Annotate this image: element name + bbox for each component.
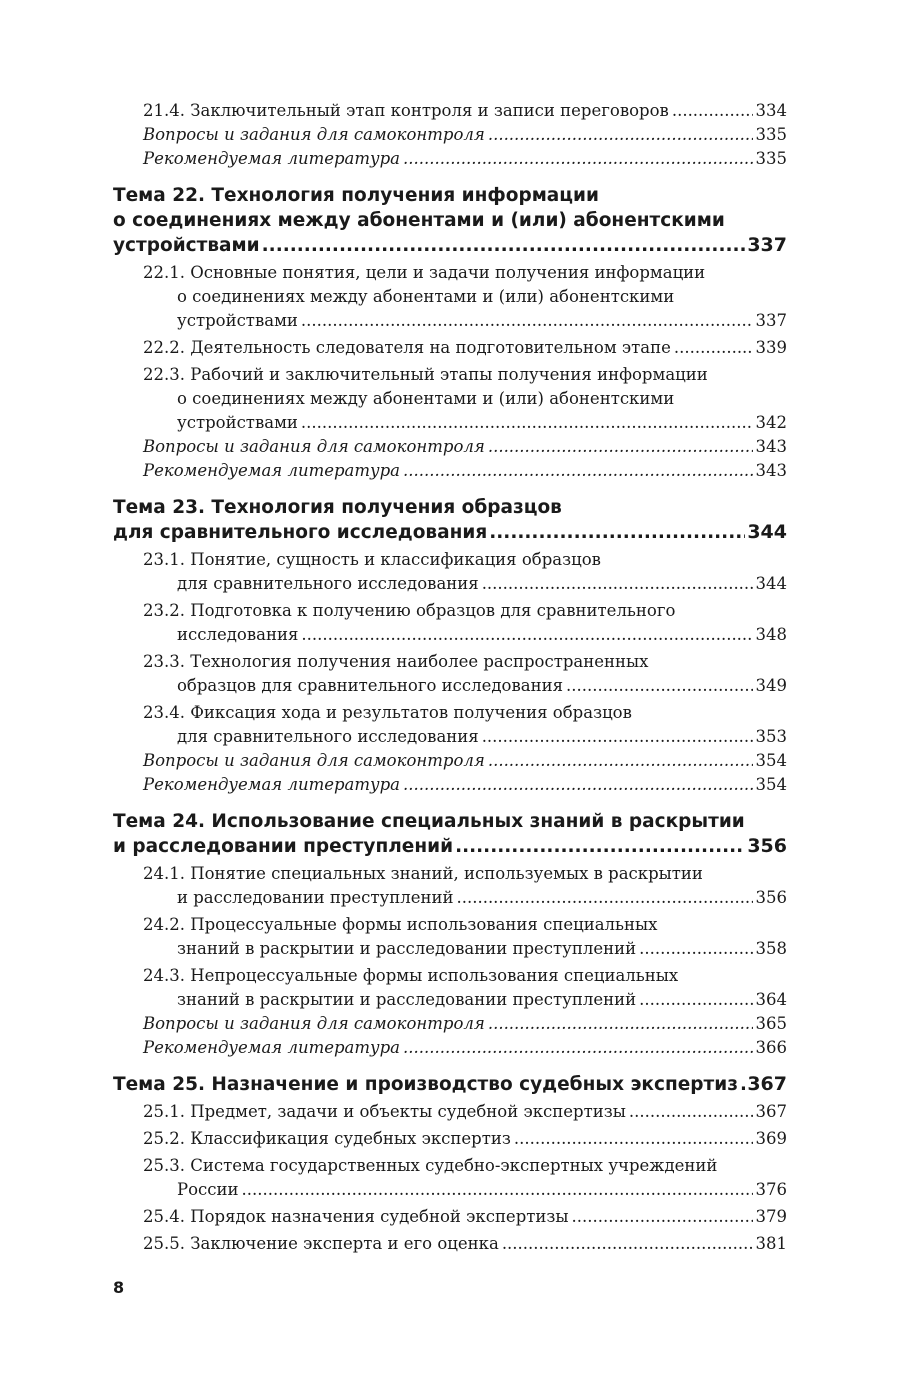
toc-entry-text: России [177, 1180, 239, 1199]
dot-leader [301, 309, 753, 333]
toc-entry[interactable] [113, 336, 787, 360]
toc-entry-text: устройствами [113, 235, 260, 256]
toc-page-number: 364 [755, 990, 787, 1009]
toc-entry-text: Рекомендуемая литература [143, 1038, 401, 1057]
toc-entry-text: 21.4. Заключительный этап контроля и записи переговоров [143, 101, 669, 120]
toc-entry[interactable] [113, 1232, 787, 1256]
dot-leader [403, 147, 752, 171]
toc-entry-text: для сравнительного исследования [177, 727, 479, 746]
toc-entry[interactable] [113, 548, 787, 596]
dot-leader [674, 336, 753, 360]
toc-page-number: 334 [755, 101, 787, 120]
page-number: 8 [113, 1278, 125, 1297]
dot-leader [514, 1127, 753, 1151]
toc-page-number: 366 [755, 1038, 787, 1057]
toc-entry-text: устройствами [177, 311, 298, 330]
toc-entry-text: для сравнительного исследования [113, 522, 488, 543]
toc-page-number: 367 [755, 1102, 787, 1121]
toc-page-number: 335 [755, 125, 787, 144]
toc-entry-text: и расследовании преступлений [113, 836, 454, 857]
dot-leader [262, 233, 746, 258]
toc-page-number: 343 [755, 437, 787, 456]
toc-supplement[interactable] [113, 459, 787, 483]
toc-page-number: 348 [755, 625, 787, 644]
toc-supplement[interactable] [113, 749, 787, 773]
toc-entry-text: знаний в раскрытии и расследовании преступлений [177, 990, 637, 1009]
toc-entry-text: 22.1. Основные понятия, цели и задачи получения информации [143, 263, 706, 282]
dot-leader [629, 1100, 753, 1124]
dot-leader [403, 459, 752, 483]
toc-entry[interactable] [113, 913, 787, 961]
toc-entry-text: 25.3. Система государственных судебно-экспертных учреждений [143, 1156, 718, 1175]
toc-page-number: 344 [755, 574, 787, 593]
dot-leader [672, 99, 753, 123]
toc-entry-text: и расследовании преступлений [177, 888, 454, 907]
toc-supplement[interactable] [113, 435, 787, 459]
toc-page-number: 354 [755, 775, 787, 794]
toc-entry-text: о соединениях между абонентами и (или) абонентскими [113, 210, 725, 231]
toc-entry-text: Тема 23. Технология получения образцов [113, 497, 562, 518]
toc-page-number: 337 [755, 311, 787, 330]
toc-page-number: 337 [747, 234, 787, 256]
toc-page-number: 335 [755, 149, 787, 168]
toc-entry-text: о соединениях между абонентами и (или) абонентскими [177, 389, 675, 408]
toc-entry-text: Рекомендуемая литература [143, 149, 401, 168]
toc-entry[interactable] [113, 261, 787, 333]
toc-page-number: 343 [755, 461, 787, 480]
toc-entry-text: 25.4. Порядок назначения судебной экспертизы [143, 1207, 569, 1226]
toc-page-number: 358 [755, 939, 787, 958]
toc-entry[interactable] [113, 650, 787, 698]
toc-entry-text: Тема 22. Технология получения информации [113, 185, 599, 206]
toc-entry[interactable] [113, 363, 787, 435]
dot-leader [488, 123, 753, 147]
toc-entry-text: 24.1. Понятие специальных знаний, используемых в раскрытии [143, 864, 703, 883]
toc-page-number: 367 [747, 1073, 787, 1095]
toc-topic[interactable] [113, 809, 787, 859]
toc-entry[interactable] [113, 701, 787, 749]
dot-leader [482, 725, 753, 749]
toc-entry-text: 25.1. Предмет, задачи и объекты судебной экспертизы [143, 1102, 626, 1121]
toc-entry-text: Вопросы и задания для самоконтроля [143, 751, 485, 770]
dot-leader [242, 1178, 753, 1202]
dot-leader [482, 572, 753, 596]
dot-leader [488, 1012, 753, 1036]
toc-entry-text: Вопросы и задания для самоконтроля [143, 125, 485, 144]
toc-entry[interactable] [113, 599, 787, 647]
toc-page-number: 356 [747, 835, 787, 857]
dot-leader [566, 674, 752, 698]
toc-supplement[interactable] [113, 773, 787, 797]
toc-topic[interactable] [113, 495, 787, 545]
toc-page-number: 365 [755, 1014, 787, 1033]
toc-supplement[interactable] [113, 1036, 787, 1060]
toc-entry-text: 24.3. Непроцессуальные формы использования специальных [143, 966, 679, 985]
dot-leader [455, 834, 745, 859]
toc-page-number: 376 [755, 1180, 787, 1199]
toc-entry-text: 23.3. Технология получения наиболее распространенных [143, 652, 649, 671]
dot-leader [301, 623, 752, 647]
toc-entry-text: Вопросы и задания для самоконтроля [143, 1014, 485, 1033]
toc-entry-text: 22.3. Рабочий и заключительный этапы получения информации [143, 365, 708, 384]
dot-leader [639, 937, 752, 961]
toc-entry[interactable] [113, 1100, 787, 1124]
toc-page-number: 381 [755, 1234, 787, 1253]
toc-entry-text: 24.2. Процессуальные формы использования специальных [143, 915, 658, 934]
dot-leader [301, 411, 753, 435]
toc-entry-text: 23.4. Фиксация хода и результатов получения образцов [143, 703, 632, 722]
table-of-contents [113, 99, 787, 1256]
toc-entry[interactable] [113, 1127, 787, 1151]
dot-leader [740, 1072, 745, 1097]
dot-leader [403, 1036, 752, 1060]
toc-page-number: 344 [747, 521, 787, 543]
toc-topic[interactable] [113, 1072, 787, 1097]
toc-entry-text: Рекомендуемая литература [143, 775, 401, 794]
toc-entry-text: образцов для сравнительного исследования [177, 676, 564, 695]
toc-entry-text: Тема 25. Назначение и производство судебных экспертиз [113, 1074, 738, 1095]
toc-entry-text: 22.2. Деятельность следователя на подготовительном этапе [143, 338, 671, 357]
toc-page-number: 356 [755, 888, 787, 907]
toc-entry[interactable] [113, 1154, 787, 1202]
toc-entry-text: 25.2. Классификация судебных экспертиз [143, 1129, 511, 1148]
toc-entry-text: Тема 24. Использование специальных знаний в раскрытии [113, 811, 745, 832]
toc-entry-text: знаний в раскрытии и расследовании преступлений [177, 939, 637, 958]
dot-leader [502, 1232, 753, 1256]
toc-page-number: 354 [755, 751, 787, 770]
toc-page-number: 339 [755, 338, 787, 357]
toc-topic[interactable] [113, 183, 787, 258]
toc-entry-text: 23.2. Подготовка к получению образцов для сравнительного [143, 601, 676, 620]
toc-page-number: 353 [755, 727, 787, 746]
toc-entry-text: 25.5. Заключение эксперта и его оценка [143, 1234, 499, 1253]
toc-supplement[interactable] [113, 123, 787, 147]
dot-leader [488, 435, 753, 459]
toc-page-number: 349 [755, 676, 787, 695]
dot-leader [488, 749, 753, 773]
dot-leader [639, 988, 752, 1012]
dot-leader [403, 773, 752, 797]
toc-entry[interactable] [113, 1205, 787, 1229]
toc-page-number: 379 [755, 1207, 787, 1226]
dot-leader [456, 886, 752, 910]
toc-entry-text: устройствами [177, 413, 298, 432]
toc-entry-text: о соединениях между абонентами и (или) абонентскими [177, 287, 675, 306]
toc-entry-text: Вопросы и задания для самоконтроля [143, 437, 485, 456]
dot-leader [572, 1205, 753, 1229]
toc-entry[interactable] [113, 99, 787, 123]
dot-leader [489, 520, 745, 545]
toc-supplement[interactable] [113, 147, 787, 171]
toc-entry[interactable] [113, 964, 787, 1012]
toc-entry-text: 23.1. Понятие, сущность и классификация образцов [143, 550, 601, 569]
toc-entry-text: для сравнительного исследования [177, 574, 479, 593]
toc-supplement[interactable] [113, 1012, 787, 1036]
toc-page-number: 369 [755, 1129, 787, 1148]
toc-entry-text: исследования [177, 625, 299, 644]
toc-entry[interactable] [113, 862, 787, 910]
toc-page-number: 342 [755, 413, 787, 432]
toc-entry-text: Рекомендуемая литература [143, 461, 401, 480]
